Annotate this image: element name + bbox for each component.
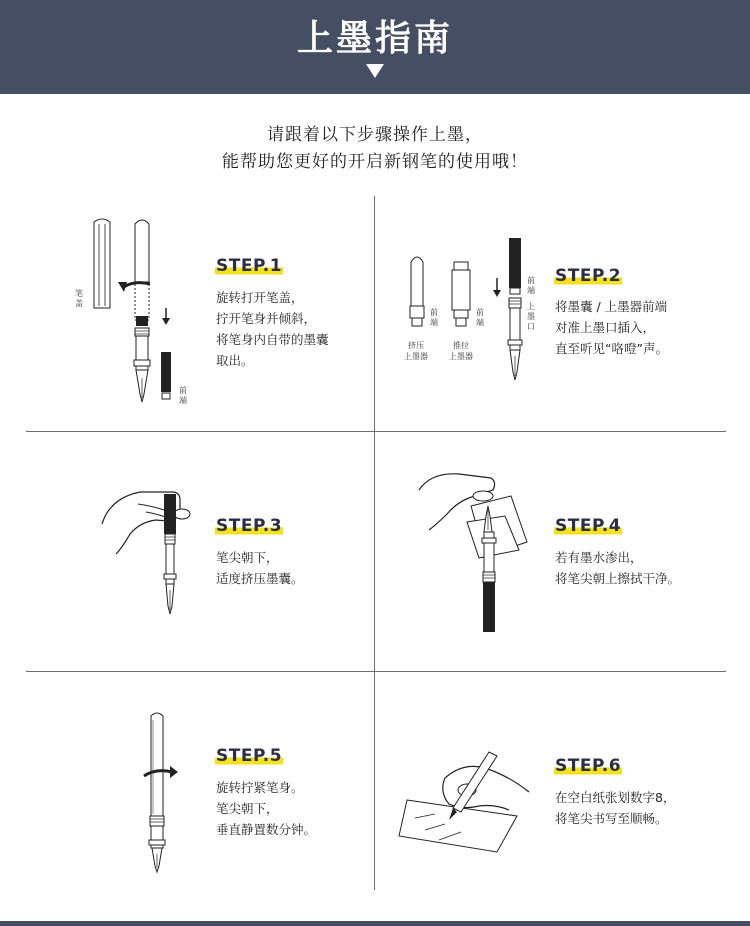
label-front-c: 前端: [527, 276, 535, 295]
header-banner: [0, 0, 750, 94]
intro-line-1: 请跟着以下步骤操作上墨，: [267, 125, 483, 145]
label-push-converter: 推拉 上墨器: [449, 341, 473, 361]
step-6-description: 在空白纸张划数字8， 将笔尖书写至顺畅。: [555, 790, 676, 826]
label-front-a: 前端: [430, 308, 438, 327]
label-cap: 笔盖: [75, 289, 83, 308]
step-1-illustration: [72, 212, 202, 412]
step-1-title: STEP.1: [216, 256, 283, 276]
step-5-description: 旋转拧紧笔身。 笔尖朝下， 垂直静置数分钟。: [216, 780, 317, 837]
intro-line-2: 能帮助您更好的开启新钢笔的使用哦！: [222, 152, 528, 172]
step-5-title: STEP.5: [216, 746, 283, 766]
page-title: 上墨指南: [296, 18, 453, 59]
grid-divider-row-2: [26, 671, 726, 672]
label-front: 前端: [179, 386, 187, 405]
step-2-title: STEP.2: [555, 266, 622, 286]
step-4-illustration: [415, 466, 545, 636]
step-3-illustration: [100, 478, 210, 628]
grid-divider-row-1: [26, 431, 726, 432]
bottom-bar: [0, 921, 750, 926]
label-squeeze-converter: 挤压 上墨器: [404, 341, 428, 361]
step-1-description: 旋转打开笔盖， 拧开笔身并倾斜， 将笔身内自带的墨囊 取出。: [216, 290, 329, 368]
step-3-title: STEP.3: [216, 516, 283, 536]
step-5-illustration: [124, 706, 204, 876]
label-front-b: 前端: [476, 308, 484, 327]
label-inlet: 上墨口: [527, 302, 535, 331]
step-2-description: 将墨囊 / 上墨器前端 对准上墨口插入， 直至听见“咯噔”声。: [555, 299, 668, 356]
down-arrow-icon: [366, 64, 384, 78]
step-4-title: STEP.4: [555, 516, 622, 536]
step-4-description: 若有墨水渗出， 将笔尖朝上擦拭干净。: [555, 550, 681, 586]
step-6-illustration: [405, 748, 545, 858]
step-3-description: 笔尖朝下， 适度挤压墨囊。: [216, 550, 304, 586]
step-6-title: STEP.6: [555, 756, 622, 776]
grid-divider-vertical: [374, 196, 375, 890]
